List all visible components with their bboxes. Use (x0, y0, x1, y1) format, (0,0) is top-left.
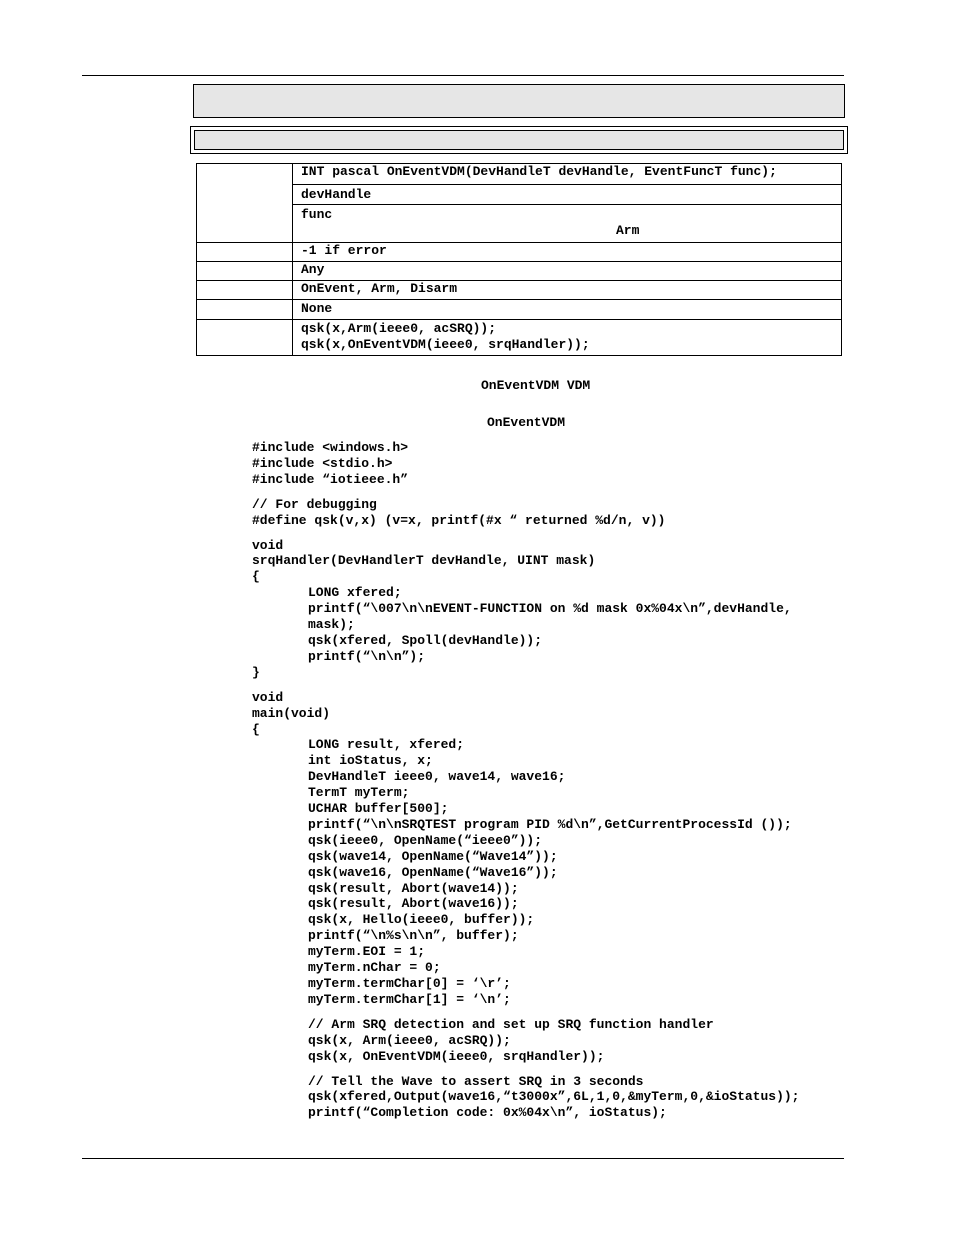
code-line: // For debugging (252, 496, 377, 512)
code-line: #include <windows.h> (252, 440, 409, 455)
code-line: myTerm.nChar = 0; (308, 960, 441, 976)
caption-line-2: OnEventVDM (487, 415, 566, 430)
usage-cell: Any (293, 262, 842, 281)
code-line: { (252, 721, 260, 737)
function-description-box (190, 126, 848, 154)
table-label-cell (197, 320, 293, 356)
code-line: #include “iotieee.h” (252, 471, 409, 487)
code-line: qsk(x, Hello(ieee0, buffer)); (308, 912, 535, 928)
code-spacer (252, 1065, 799, 1074)
prototype-cell: INT pascal OnEventVDM(DevHandleT devHandle, EventFuncT func); (293, 164, 842, 185)
code-listing (252, 440, 799, 1121)
table-row (197, 281, 842, 300)
code-line: printf(“\007\n\nEVENT-FUNCTION on %d mask 0x%04x\n”,devHandle, (308, 601, 792, 617)
table-row (197, 243, 842, 262)
code-line: qsk(wave14, OpenName(“Wave14”)); (308, 848, 558, 864)
param-func-cell (293, 205, 842, 243)
table-label-cell (197, 300, 293, 320)
code-line: qsk(xfered, Spoll(devHandle)); (308, 632, 543, 648)
header-rule (82, 75, 844, 76)
code-line: main(void) (252, 705, 331, 721)
code-line: srqHandler(DevHandlerT devHandle, UINT mask) (252, 553, 596, 569)
code-line: int ioStatus, x; (308, 753, 433, 769)
code-line: void (252, 689, 284, 705)
code-line: #define qsk(v,x) (v=x, printf(#x “ returned %d/n, v)) (252, 512, 666, 528)
param-devhandle-cell: devHandle (293, 185, 842, 205)
code-line: UCHAR buffer[500]; (308, 801, 449, 817)
code-spacer (252, 488, 799, 497)
code-line: #include <stdio.h> (252, 455, 393, 471)
code-line: } (252, 664, 260, 680)
code-line: DevHandleT ieee0, wave14, wave16; (308, 769, 566, 785)
table-row (197, 320, 842, 356)
see-also-cell: OnEvent, Arm, Disarm (293, 281, 842, 300)
code-line: qsk(result, Abort(wave14)); (308, 880, 519, 896)
table-label-cell (197, 281, 293, 300)
code-line: qsk(xfered,Output(wave16,“t3000x”,6L,1,0,&myTerm,0,&ioStatus)); (308, 1089, 800, 1105)
code-line: qsk(ieee0, OpenName(“ieee0”)); (308, 832, 543, 848)
code-line: myTerm.termChar[0] = ‘\r’; (308, 976, 511, 991)
table-row (197, 300, 842, 320)
caption-line-1: OnEventVDM VDM (481, 378, 591, 393)
example-line: qsk(x,Arm(ieee0, acSRQ)); (301, 321, 497, 336)
code-line: mask); (308, 617, 355, 633)
code-line: // Tell the Wave to assert SRQ in 3 seconds (308, 1073, 644, 1089)
notes-cell: None (293, 300, 842, 320)
code-line: TermT myTerm; (308, 785, 410, 801)
table-label-cell (197, 243, 293, 262)
code-line: qsk(wave16, OpenName(“Wave16”)); (308, 864, 558, 880)
code-line: LONG xfered; (308, 585, 402, 601)
code-line: { (252, 569, 260, 585)
table-row (197, 185, 842, 205)
code-line: void (252, 537, 284, 553)
code-line: printf(“\n\n”); (308, 648, 426, 664)
code-line: qsk(x, OnEventVDM(ieee0, srqHandler)); (308, 1048, 605, 1064)
param-func-name: func (301, 207, 333, 222)
code-spacer (252, 1008, 799, 1017)
function-title-box (193, 84, 845, 118)
code-line: LONG result, xfered; (308, 737, 465, 753)
code-line: qsk(result, Abort(wave16)); (308, 896, 519, 912)
code-line: printf(“\n\nSRQTEST program PID %d\n”,GetCurrentProcessId ()); (308, 816, 792, 832)
reference-table (196, 163, 842, 356)
code-spacer (252, 529, 799, 538)
table-row (197, 205, 842, 243)
code-line: printf(“\n%s\n\n”, buffer); (308, 928, 519, 944)
table-row (197, 164, 842, 185)
returns-cell: -1 if error (293, 243, 842, 262)
table-label-cell (197, 262, 293, 281)
code-spacer (252, 681, 799, 690)
footer-rule (82, 1158, 844, 1159)
table-row (197, 262, 842, 281)
code-line: myTerm.EOI = 1; (308, 944, 426, 960)
code-line: qsk(x, Arm(ieee0, acSRQ)); (308, 1032, 511, 1048)
function-description-box-inner (194, 130, 844, 150)
code-line: // Arm SRQ detection and set up SRQ function handler (308, 1016, 714, 1032)
code-line: myTerm.termChar[1] = ‘\n’; (308, 991, 511, 1007)
example-line: qsk(x,OnEventVDM(ieee0, srqHandler)); (301, 337, 590, 352)
code-line: printf(“Completion code: 0x%04x\n”, ioStatus); (308, 1105, 667, 1121)
table-label-cell (197, 164, 293, 243)
param-func-arm-link: Arm (616, 223, 640, 238)
example-cell (293, 320, 842, 356)
